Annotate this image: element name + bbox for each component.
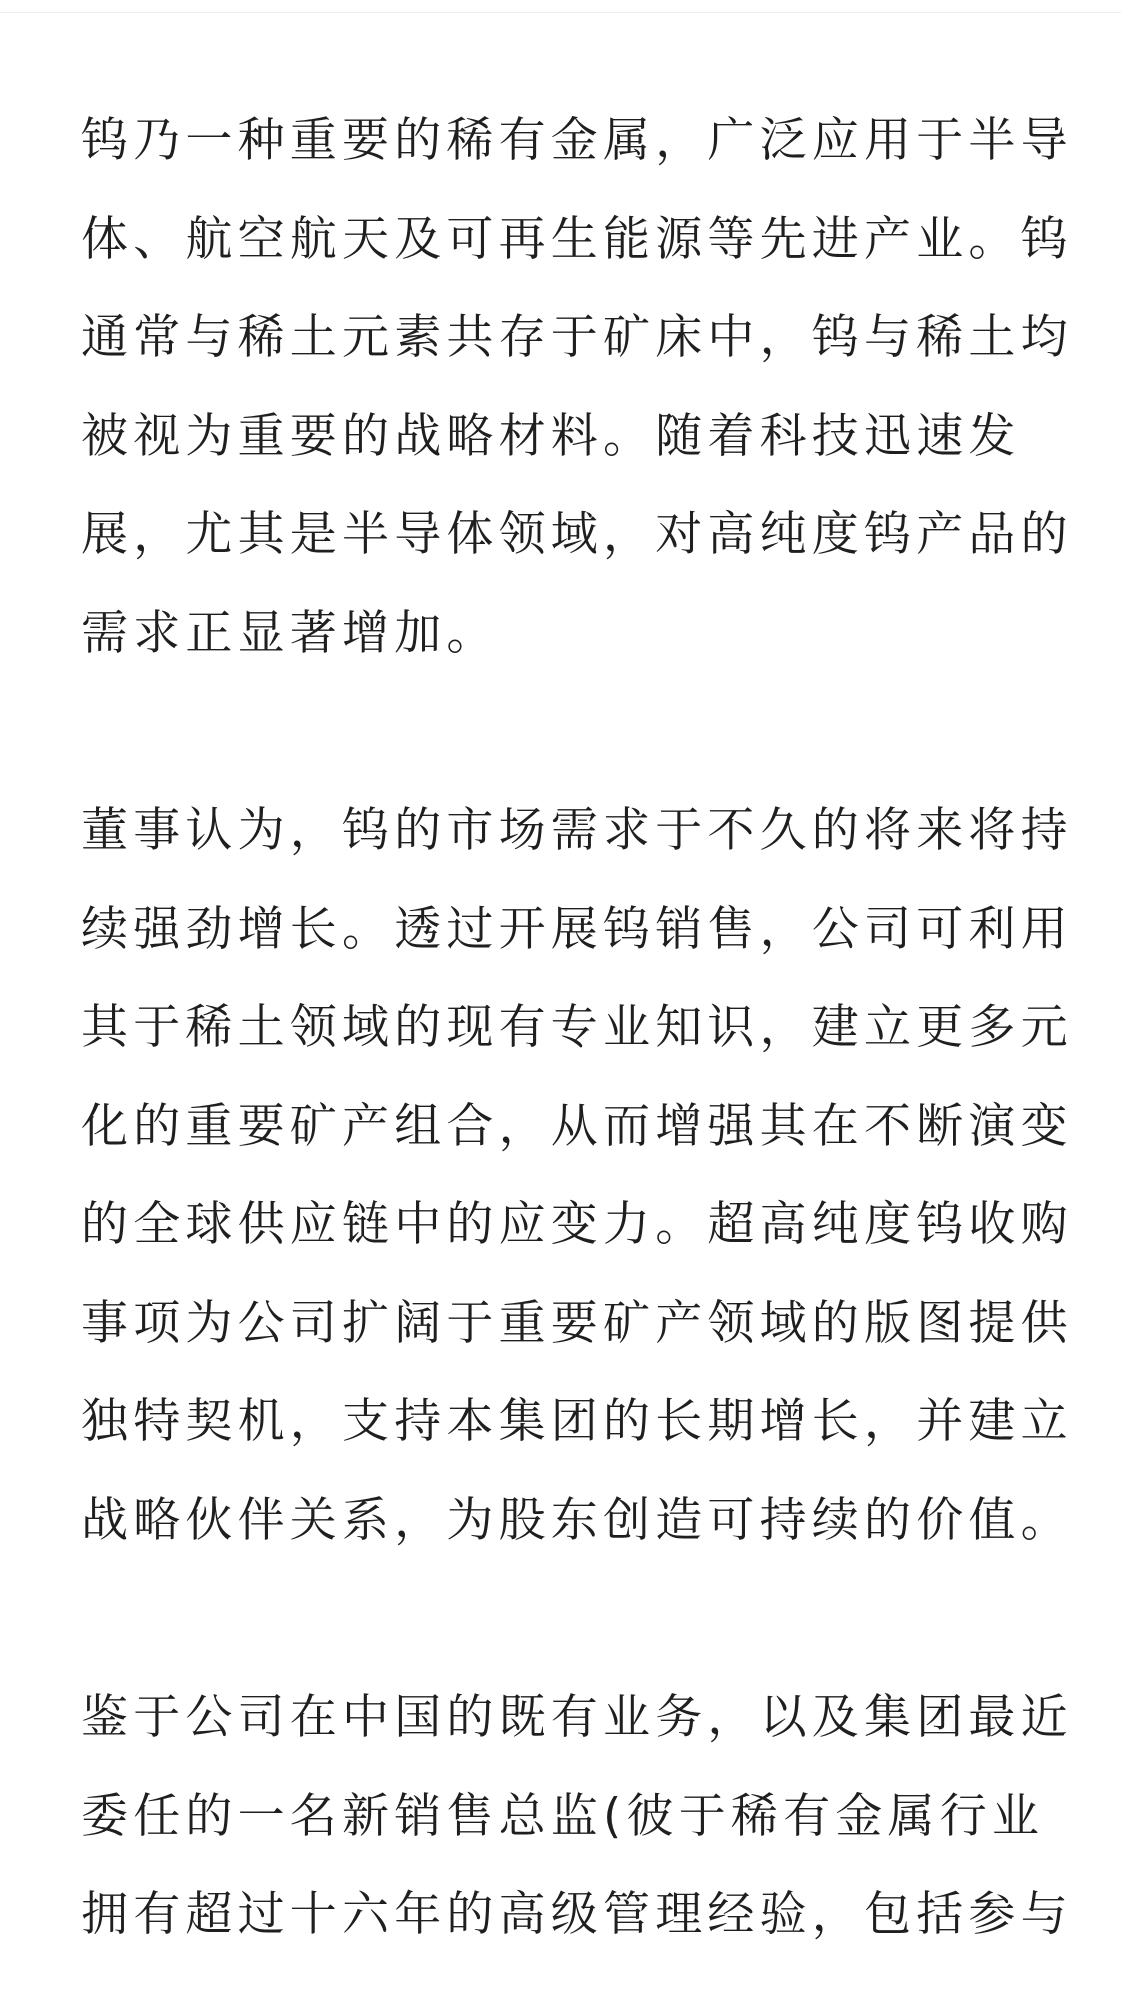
text-line: 独特契机，支持本集团的长期增长，并建立 bbox=[81, 1394, 1073, 1449]
text-line: 其于稀土领域的现有专业知识，建立更多元 bbox=[81, 1000, 1073, 1055]
text-line: 董事认为，钨的市场需求于不久的将来将持 bbox=[81, 803, 1073, 858]
text-line: 被视为重要的战略材料。随着科技迅速发 bbox=[81, 408, 1021, 464]
text-line: 钨乃一种重要的稀有金属，广泛应用于半导 bbox=[81, 113, 1073, 168]
text-line: 战略伙伴关系，为股东创造可持续的价值。 bbox=[81, 1492, 1073, 1548]
text-line: 展，尤其是半导体领域，对高纯度钨产品的 bbox=[81, 507, 1073, 562]
top-divider bbox=[0, 0, 1121, 13]
text-line: 拥有超过十六年的高级管理经验，包括参与 bbox=[81, 1887, 1073, 1942]
text-line: 续强劲增长。透过开展钨销售，公司可利用 bbox=[81, 901, 1073, 957]
paragraph-1 bbox=[81, 92, 1073, 683]
paragraph-2 bbox=[81, 782, 1073, 1570]
text-line: 通常与稀土元素共存于矿床中，钨与稀土均 bbox=[81, 310, 1073, 365]
text-line: 事项为公司扩阔于重要矿产领域的版图提供 bbox=[81, 1295, 1073, 1351]
text-line: 的全球供应链中的应变力。超高纯度钨收购 bbox=[81, 1197, 1073, 1252]
text-line: 体、航空航天及可再生能源等先进产业。钨 bbox=[81, 211, 1073, 267]
text-line: 需求正显著增加。 bbox=[81, 605, 499, 661]
article-body bbox=[81, 92, 1073, 1965]
paragraph-3 bbox=[81, 1669, 1073, 1965]
text-line: 鉴于公司在中国的既有业务，以及集团最近 bbox=[81, 1690, 1073, 1745]
text-line: 化的重要矿产组合，从而增强其在不断演变 bbox=[81, 1098, 1073, 1154]
text-line: 委任的一名新销售总监(彼于稀有金属行业 bbox=[81, 1788, 1045, 1844]
